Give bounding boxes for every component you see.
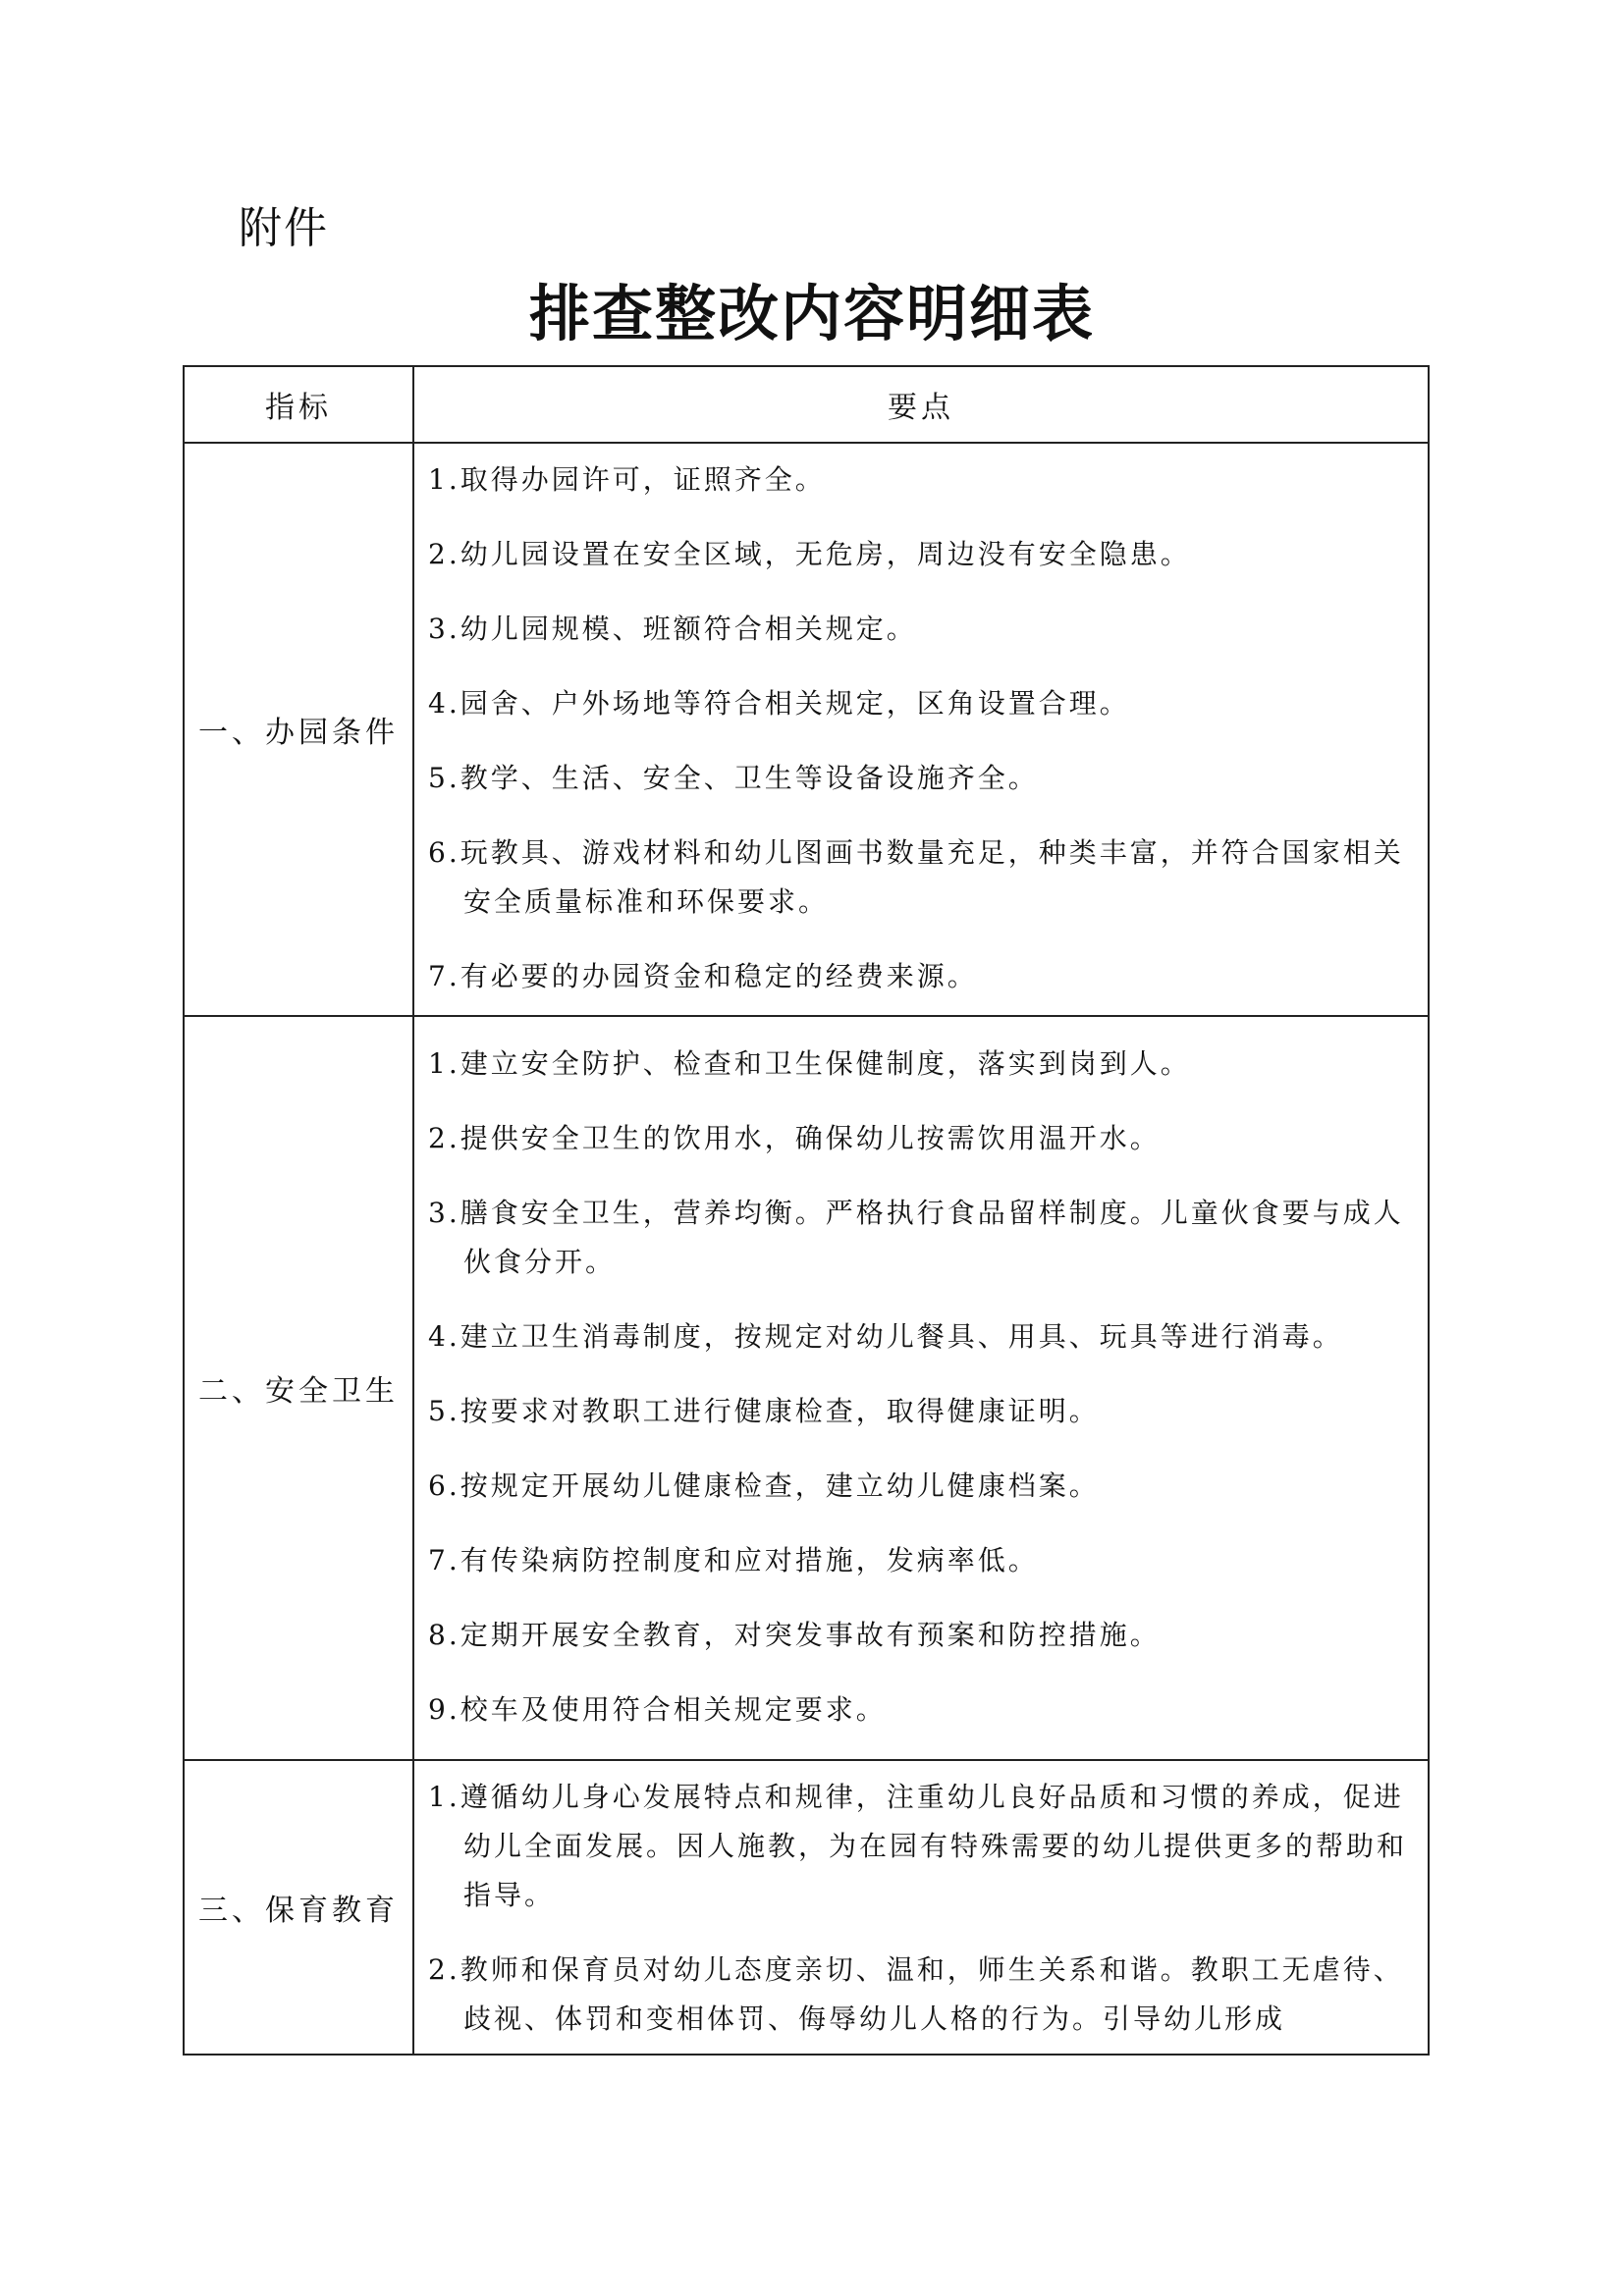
- point-item: 7.有传染病防控制度和应对措施，发病率低。: [428, 1544, 1039, 1576]
- points-cell: [413, 1016, 1429, 1760]
- point-item: 6.按规定开展幼儿健康检查，建立幼儿健康档案。: [428, 1469, 1100, 1502]
- indicator-cell: 三、保育教育: [184, 1760, 413, 2055]
- point-item: 4.园舍、户外场地等符合相关规定，区角设置合理。: [428, 687, 1130, 720]
- point-item: 2.提供安全卫生的饮用水，确保幼儿按需饮用温开水。: [428, 1122, 1161, 1154]
- point-item: 8.定期开展安全教育，对突发事故有预案和防控措施。: [428, 1619, 1161, 1651]
- point-item: 9.校车及使用符合相关规定要求。: [428, 1693, 887, 1726]
- rectification-detail-table: [183, 365, 1430, 2056]
- table-header-row: [184, 366, 1429, 443]
- indicator-cell: 二、安全卫生: [184, 1016, 413, 1760]
- point-item: 6.玩教具、游戏材料和幼儿图画书数量充足，种类丰富，并符合国家相关安全质量标准和环保要求。: [428, 836, 1404, 918]
- table-row: [184, 443, 1429, 1016]
- point-item: 1.遵循幼儿身心发展特点和规律，注重幼儿良好品质和习惯的养成，促进幼儿全面发展。因人施教，为在园有特殊需要的幼儿提供更多的帮助和指导。: [428, 1781, 1408, 1911]
- point-item: 5.教学、生活、安全、卫生等设备设施齐全。: [428, 762, 1039, 794]
- header-points: 要点: [413, 366, 1429, 443]
- point-item: 1.取得办园许可，证照齐全。: [428, 463, 826, 496]
- point-item: 3.幼儿园规模、班额符合相关规定。: [428, 613, 917, 645]
- indicator-cell: 一、办园条件: [184, 443, 413, 1016]
- document-title: 排查整改内容明细表: [528, 278, 1095, 349]
- point-item: 7.有必要的办园资金和稳定的经费来源。: [428, 960, 978, 992]
- point-item: 4.建立卫生消毒制度，按规定对幼儿餐具、用具、玩具等进行消毒。: [428, 1320, 1343, 1353]
- points-cell: [413, 1760, 1429, 2055]
- header-indicator: 指标: [184, 366, 413, 443]
- table-row: [184, 1760, 1429, 2055]
- attachment-label: 附件: [239, 203, 329, 253]
- point-item: 1.建立安全防护、检查和卫生保健制度，落实到岗到人。: [428, 1047, 1191, 1080]
- point-item: 2.幼儿园设置在安全区域，无危房，周边没有安全隐患。: [428, 538, 1191, 570]
- point-item: 2.教师和保育员对幼儿态度亲切、温和，师生关系和谐。教职工无虐待、歧视、体罚和变相体罚、侮辱幼儿人格的行为。引导幼儿形成: [428, 1953, 1404, 2035]
- table-row: [184, 1016, 1429, 1760]
- point-item: 5.按要求对教职工进行健康检查，取得健康证明。: [428, 1395, 1100, 1427]
- point-item: 3.膳食安全卫生，营养均衡。严格执行食品留样制度。儿童伙食要与成人伙食分开。: [428, 1197, 1404, 1278]
- points-cell: [413, 443, 1429, 1016]
